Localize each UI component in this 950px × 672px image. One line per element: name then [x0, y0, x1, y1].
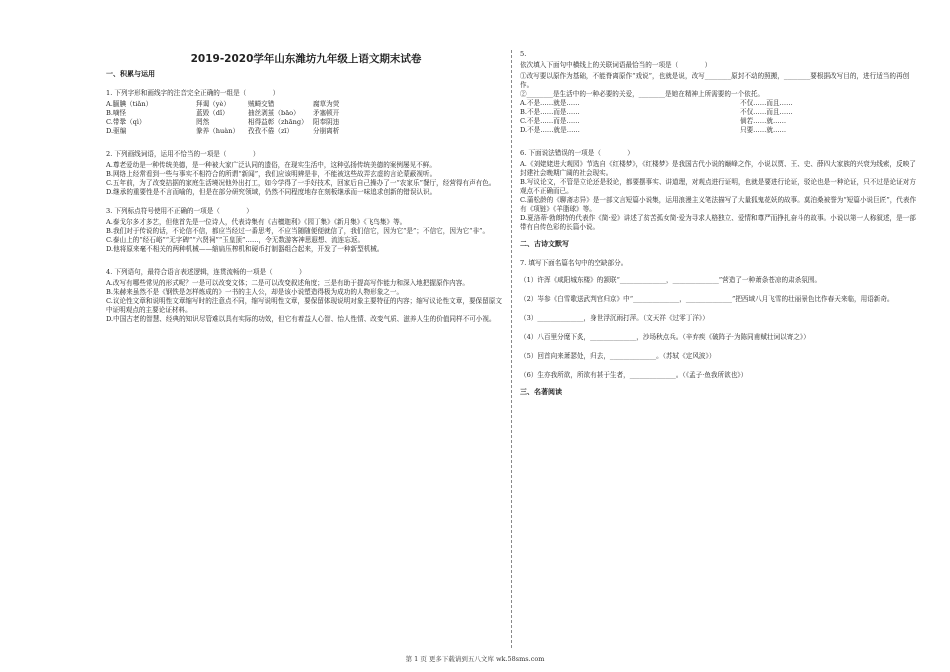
question-2-option-c: C.五年前，为了改变拮据的家庭生活境况他外出打工，如今学得了一手好技术，回家后自己操办了一“农家乐”餐厅，经营得有声有色。: [106, 179, 496, 187]
question-7: [520, 259, 918, 380]
question-5-option-c: C.不是……而是…… 倘若……就……: [520, 117, 787, 125]
question-2-option-a: A.尊老爱幼是一种传统美德，是一种被大家广泛认同的遗俗，在现实生活中，这种弘扬传统美德的案例屡见不鲜。: [106, 161, 436, 169]
question-6-option-a: A.《刘姥姥进大观园》节选自《红楼梦》，《红楼梦》是我国古代小说的巅峰之作，小说以贾、王、史、薛四大家族的兴衰为线索，反映了封建社会晚期广阔的社会现实。: [520, 160, 916, 177]
question-2: [106, 150, 506, 197]
page-title: 2019-2020学年山东潍坊九年级上语文期末试卷: [190, 53, 422, 65]
question-1-stem: 1. 下列字形和画线字的注音完全正确的一组是（ ）: [106, 89, 280, 97]
question-2-option-b: B.网络上经常看到一些与事实不相符合的所谓“新闻”，我们应该明辨是非，不能被这些故弄玄虚的言论蒙蔽视听。: [106, 170, 437, 178]
question-3: [106, 207, 506, 254]
question-1-option-d: D.驱编 豢养（huàn） 孜孜不倦（zī） 分崩离析: [106, 127, 340, 135]
question-1-option-a: A.腼腆（tiǎn） 拜谒（yè） 贼畸交错 腐草为荧: [106, 100, 340, 108]
question-4-stem: 4. 下列语句，最符合语言表述逻辑，连贯流畅的一项是（ ）: [106, 268, 306, 276]
question-4-option-c: C.议论性文章和说明性文章缩写时的注意点不同，缩写说明性文章，要保留体现说明对象主要特征的内容；缩写议论性文章，要保留原文中证明观点的主要论证材料。: [106, 297, 502, 314]
question-7-item-4: （4）八百里分麾下炙，______________，沙场秋点兵。（辛弃疾《破阵子·为陈同甫赋壮词以寄之》）: [520, 333, 810, 341]
question-7-item-1: （1）许浑《咸阳城东楼》的颔联“______________，______________”营造了一种萧条苍凉的肃杀氛围。: [520, 276, 822, 284]
question-3-option-c: C.泰山上的“经石峪”“无字碑”“六贤祠”“玉皇顶”……，令无数游客神思遐想、流连忘返。: [106, 236, 365, 244]
question-3-option-d: D.他将原来毫不相关的两种机械——缩扁压榨机和硬币打制器组合起来，开发了一种新型机械。: [106, 245, 384, 253]
question-5-option-d: D.不是……就是…… 只要……就……: [520, 126, 787, 134]
question-3-option-b: B.我们对于传说的话，不论信不信，都应当经过一番思考，不应当随随便便就信了，我们信它，因为它“是”；不信它，因为它“非”。: [106, 227, 490, 235]
question-6-option-d: D.夏洛蒂·勃朗特的代表作《简·爱》讲述了贫苦孤女简·爱为寻求人格独立、爱情和尊严而挣扎奋斗的故事。小说以第一人称叙述，是一部带有自传色彩的长篇小说。: [520, 214, 916, 231]
section-heading-3: 三、名著阅读: [520, 388, 562, 396]
left-column: [106, 50, 506, 324]
question-7-item-2: （2）岑参《白雪歌送武判官归京》中“______________，______________”把西域八月飞雪的壮丽景色比作春天来临，用语新奇。: [520, 295, 894, 303]
question-1: [106, 89, 506, 136]
question-4-option-a: A.改写有哪些常见的形式呢？一是可以改变文体；二是可以改变叙述角度；三是有助于提高写作能力和深入地把握原作内容。: [106, 279, 469, 287]
column-divider: [511, 50, 512, 648]
question-2-stem: 2. 下列画线词语，运用不恰当的一项是（ ）: [106, 150, 260, 158]
question-4-option-b: B.朱赫来虽然不是《钢铁是怎样炼成的》一书的主人公，却是该小说塑造得极为成功的人物形象之一。: [106, 288, 404, 296]
question-5-stem: 依次填入下面句中横线上的关联词语最恰当的一项是（ ）: [520, 61, 712, 69]
question-6: [520, 149, 918, 232]
question-7-item-5: （5）回首向来萧瑟处，归去，______________。（苏轼《定风波》）: [520, 352, 716, 360]
question-7-item-6: （6）生亦我所欲，所欲有甚于生者，______________。（《孟子·鱼我所欲也》）: [520, 371, 748, 379]
question-2-option-d: D.继承的重要性是不言而喻的，但是在部分研究领域，仍然不同程度地存在刻板继承而一味追求创新的错误认识。: [106, 188, 437, 196]
question-1-option-b: B.嘀怪 蓝毁（dǐ） 抽丝剥茧（bāo） 矛塞顿开: [106, 109, 340, 117]
question-6-option-c: C.蒲松龄的《聊斋志异》是一部文言短篇小说集，运用浪漫主义笔法描写了大量狐鬼花妖的故事。莫泊桑被誉为“短篇小说巨匠”，代表作有《项链》《羊脂球》等。: [520, 196, 917, 213]
question-4: [106, 268, 506, 324]
question-1-option-c: C.带鞏（qì） 罔然 相得益彰（zhāng） 阳奉阴违: [106, 118, 340, 126]
question-5: [520, 50, 918, 135]
question-5-sentence-2: ②________是生活中的一种必要的关爱，________是她在精神上所需要的一个依托。: [520, 90, 764, 98]
question-5-number: 5.: [520, 50, 527, 58]
section-heading-2: 二、古诗文默写: [520, 240, 569, 248]
question-7-item-3: （3）______________，身世浮沉雨打萍。（文天祥《过零丁洋》）: [520, 314, 709, 322]
page-footer: 第 1 页 更多下载请到五八文库 wk.58sms.com: [405, 655, 545, 663]
question-3-stem: 3. 下列标点符号使用不正确的一项是（ ）: [106, 207, 253, 215]
question-6-option-b: B.写议论文，不管是立论还是驳论，都要摆事实、讲道理，对观点进行证明，也就是要进行论证，驳论也是一种论证，只不过是论证对方观点不正确而已。: [520, 178, 916, 195]
question-6-stem: 6. 下面说法错误的一项是（ ）: [520, 149, 634, 157]
section-heading-1: 一、积累与运用: [106, 70, 155, 78]
question-7-stem: 7. 填写下面名篇名句中的空缺部分。: [520, 259, 628, 267]
question-3-option-a: A.泰戈尔多才多艺，但他首先是一位诗人，代表诗集有《吉檀迦利》《园丁集》《新月集》《飞鸟集》等。: [106, 218, 407, 226]
question-5-option-b: B.不是……而是…… 不仅……而且……: [520, 108, 793, 116]
question-4-option-d: D.中国古老的智慧、经典的知识尽管难以具有实际的功效，但它有着益人心智、怡人性情、改变气质、滋养人生的价值同样不可小视。: [106, 315, 496, 323]
right-column: [520, 50, 918, 401]
question-5-sentence-1: ①改写要以原作为基础，不能脊离原作“戏说”，也就是说，改写________原封不动的照搬，________要根据改写目的，进行适当的再创作。: [520, 72, 910, 89]
question-5-option-a: A.不是……就是…… 不仅……而且……: [520, 99, 793, 107]
